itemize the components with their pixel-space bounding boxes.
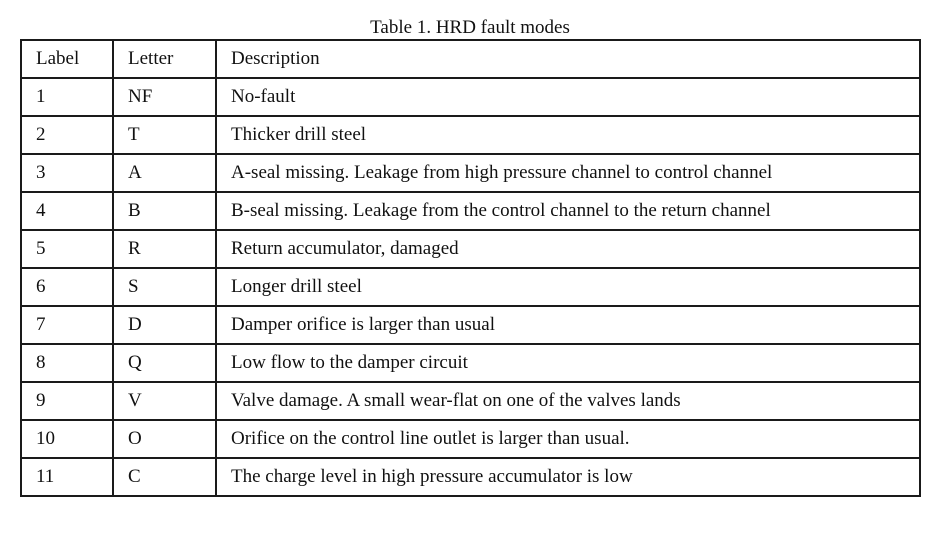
cell-letter: O [113,420,216,458]
header-label: Label [21,40,113,78]
table-header [21,40,920,78]
cell-label: 2 [21,116,113,154]
cell-letter: NF [113,78,216,116]
cell-letter: R [113,230,216,268]
cell-label: 6 [21,268,113,306]
table-row [21,306,920,344]
cell-description: Valve damage. A small wear-flat on one of the valves lands [216,382,920,420]
cell-label: 4 [21,192,113,230]
cell-letter: A [113,154,216,192]
cell-letter: S [113,268,216,306]
table-row [21,420,920,458]
cell-description: A-seal missing. Leakage from high pressure channel to control channel [216,154,920,192]
table-caption: Table 1. HRD fault modes [370,17,570,38]
cell-description: The charge level in high pressure accumulator is low [216,458,920,496]
table-row [21,154,920,192]
cell-description: Damper orifice is larger than usual [216,306,920,344]
cell-label: 10 [21,420,113,458]
header-description: Description [216,40,920,78]
cell-letter: Q [113,344,216,382]
header-letter: Letter [113,40,216,78]
cell-letter: B [113,192,216,230]
cell-description: Longer drill steel [216,268,920,306]
cell-letter: T [113,116,216,154]
cell-label: 1 [21,78,113,116]
cell-label: 3 [21,154,113,192]
table-row [21,116,920,154]
cell-label: 11 [21,458,113,496]
cell-description: Thicker drill steel [216,116,920,154]
table-row [21,268,920,306]
cell-label: 5 [21,230,113,268]
cell-description: Return accumulator, damaged [216,230,920,268]
table-body [21,78,920,496]
header-row [21,40,920,78]
cell-description: Orifice on the control line outlet is larger than usual. [216,420,920,458]
table-row [21,230,920,268]
fault-modes-table [20,39,921,497]
cell-label: 8 [21,344,113,382]
table-row [21,344,920,382]
table-row [21,78,920,116]
table-row [21,382,920,420]
table-row [21,458,920,496]
cell-description: No-fault [216,78,920,116]
cell-letter: V [113,382,216,420]
cell-description: Low flow to the damper circuit [216,344,920,382]
cell-description: B-seal missing. Leakage from the control channel to the return channel [216,192,920,230]
table-row [21,192,920,230]
cell-label: 9 [21,382,113,420]
cell-label: 7 [21,306,113,344]
cell-letter: D [113,306,216,344]
cell-letter: C [113,458,216,496]
